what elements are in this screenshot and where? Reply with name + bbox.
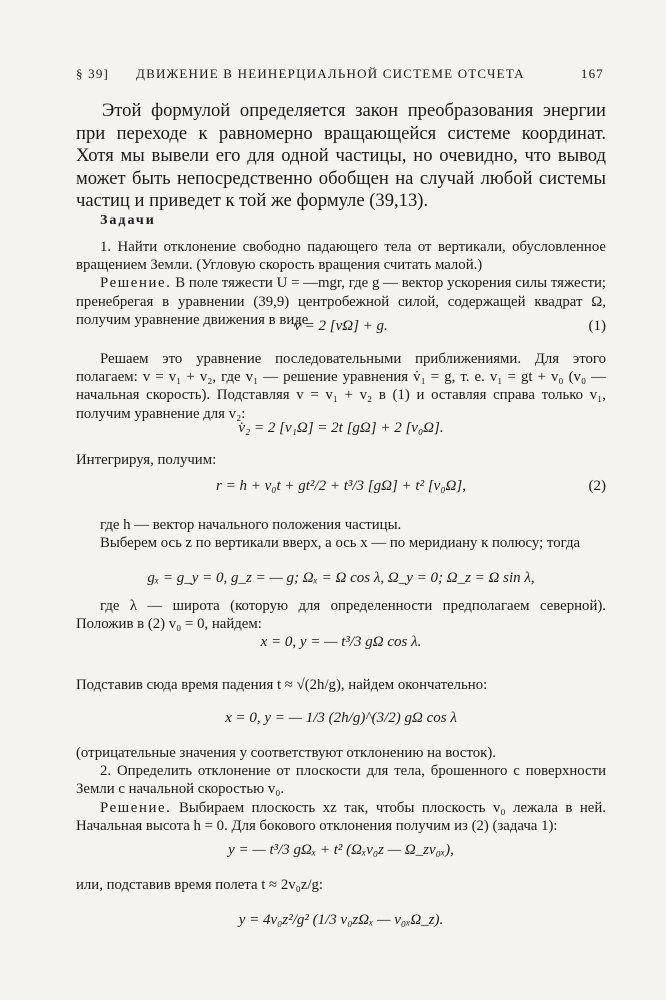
page-number: 167 [580, 66, 604, 81]
solution-label: Решение. [100, 275, 172, 292]
problem-1-paragraph-3: Интегрируя, получим: [76, 452, 217, 468]
equation-5: x = 0, y = — t³/3 gΩ cos λ. [260, 634, 422, 650]
equation-number: (2) [588, 478, 606, 494]
problem-1-solution: Решение. В поле тяжести U = —mgr, где g — вектор ускорения силы тяжести; пренебрегая в уравнении (39,9) центробежной силой, содержащей квадрат Ω, получим уравнение движения в виде [76, 275, 606, 328]
problem-1-statement: 1. Найти отклонение свободно падающего тела от вертикали, обусловленное вращением Земли. (Угловую скорость вращения считать малой.) Решение. В поле тяжести U = —mgr, где g — вектор ускорения силы тяжести; пренебрегая в уравнении (39,9) центробежной силой, содержащей квадрат Ω, получим уравнение движения в виде [76, 239, 606, 328]
problem-2-solution: Решение. Выбираем плоскость xz так, чтобы плоскость v₀ лежала в ней. Начальная высота h = 0. Для бокового отклонения получим из (2) (задача 1): [76, 799, 606, 834]
equation-6: x = 0, y = — 1/3 (2h/g)^(3/2) gΩ cos λ [225, 710, 457, 726]
equation-number: (1) [588, 318, 606, 334]
problem-1-paragraph-8: (отрицательные значения y соответствуют отклонению на восток). 2. Определить отклонение от плоскости для тела, брошенного с поверхности Земли с начальной скоростью v₀. Решение. Выбираем плоскость xz так, чтобы плоскость v₀ лежала в ней. Начальная высота h = 0. Для бокового отклонения получим из (2) (задача 1): [76, 745, 606, 834]
problem-1-paragraph-2: Решаем это уравнение последовательными приближениями. Для этого полагаем: v = v₁ + v₂, где v₁ — решение уравнения v̇₁ = g, т. е. v₁ = gt + v₀ (v₀ — начальная скорость). Подставляя v = v₁ + v₂ в (1) и оставляя справа только v₁, получим уравнение для v₂: [76, 351, 606, 422]
problem-1-paragraph-7: Подставив сюда время падения t ≈ √(2h/g), найдем окончательно: [76, 677, 488, 693]
problem-1-paragraph-6: где λ — широта (которую для определенности предполагаем северной). Положив в (2) v₀ = 0, найдем: [76, 598, 606, 633]
intro-paragraph: Этой формулой определяется закон преобразования энергии при переходе к равномерно вращающейся системе координат. Хотя мы вывели его для одной частицы, но очевидно, что вывод может быть непосредственно обобщен на случай любой системы частиц и приведет к той же формуле (39,13). [76, 100, 606, 211]
problem-2-statement: 2. Определить отклонение от плоскости для тела, брошенного с поверхности Земли с начальной скоростью v₀. [76, 763, 606, 798]
problems-heading: Задачи [100, 213, 156, 228]
equation-3: r = h + v₀t + gt²/2 + t³/3 [gΩ] + t² [v₀Ω], (2) [216, 478, 606, 494]
problem-2-paragraph-2: или, подставив время полета t ≈ 2v₀z/g: [76, 877, 323, 893]
problem-1-paragraph-4: где h — вектор начального положения частицы. Выберем ось z по вертикали вверх, а ось x — по меридиану к полюсу; тогда [100, 517, 581, 552]
equation-8: y = 4v₀z²/g² (1/3 v₀zΩₓ — v₀ₓΩ_z). [238, 912, 444, 928]
solution-label: Решение. [100, 799, 172, 816]
equation-2: v̇₂ = 2 [v₁Ω] = 2t [gΩ] + 2 [v₀Ω]. [238, 420, 444, 436]
equation-1: v̇ = 2 [vΩ] + g. (1) [294, 318, 606, 334]
equation-4: gₓ = g_y = 0, g_z = — g; Ωₓ = Ω cos λ, Ω_y = 0; Ω_z = Ω sin λ, [147, 570, 535, 586]
equation-7: y = — t³/3 gΩₓ + t² (Ωₓv₀z — Ω_zv₀ₓ), [228, 842, 454, 858]
section-number: § 39] [76, 66, 110, 81]
chapter-title: ДВИЖЕНИЕ В НЕИНЕРЦИАЛЬНОЙ СИСТЕМЕ ОТСЧЕТА [136, 66, 525, 81]
